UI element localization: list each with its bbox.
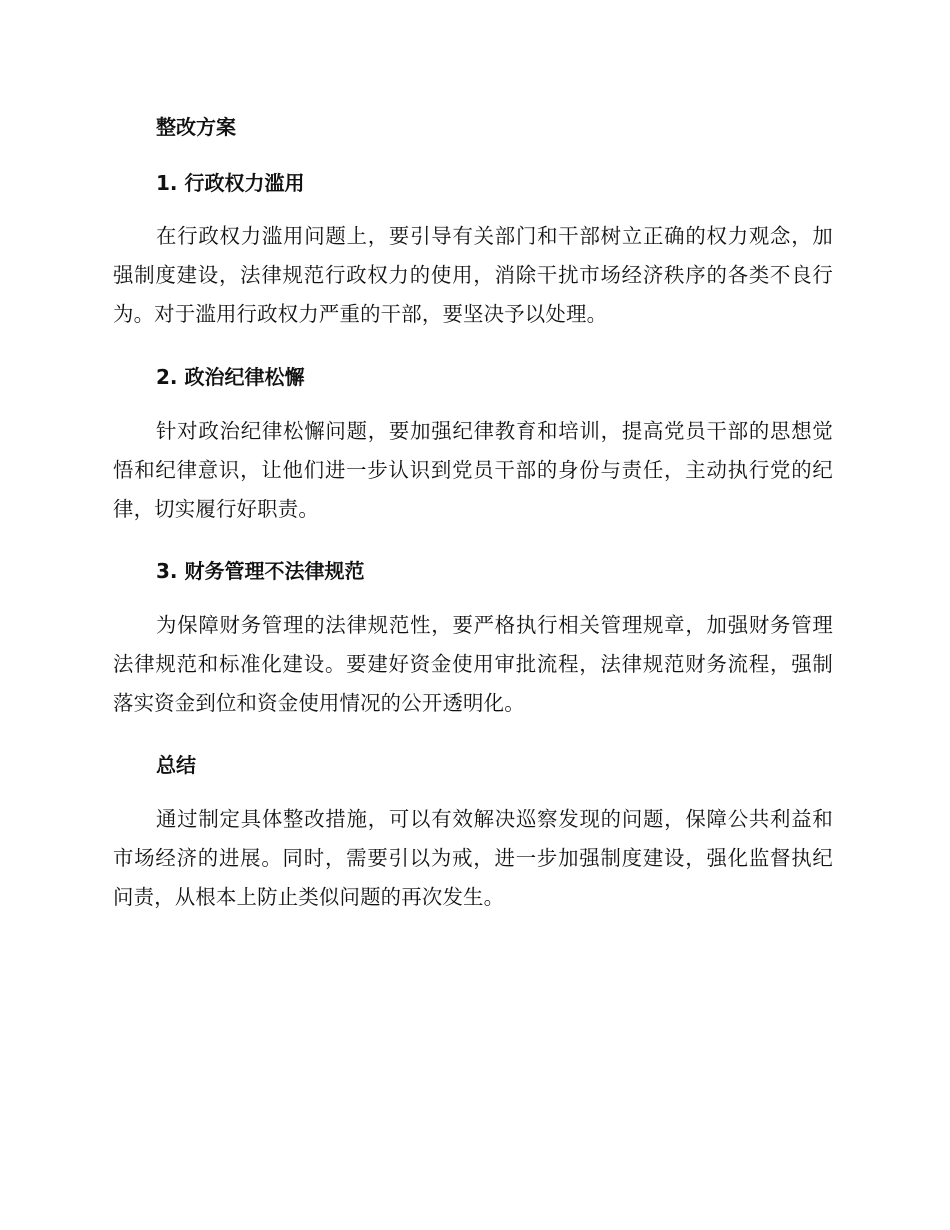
section-heading-1: 1. 行政权力滥用 [156,171,305,195]
summary-paragraph: 通过制定具体整改措施，可以有效解决巡察发现的问题，保障公共利益和市场经济的进展。同时，需要引以为戒，进一步加强制度建设，强化监督执纪问责，从根本上防止类似问题的再次发生。 [113,807,833,909]
section-heading-3: 3. 财务管理不法律规范 [156,559,365,583]
section-paragraph-3: 为保障财务管理的法律规范性，要严格执行相关管理规章，加强财务管理法律规范和标准化建设。要建好资金使用审批流程，法律规范财务流程，强制落实资金到位和资金使用情况的公开透明化。 [113,613,833,715]
section-paragraph-2: 针对政治纪律松懈问题，要加强纪律教育和培训，提高党员干部的思想觉悟和纪律意识，让他们进一步认识到党员干部的身份与责任，主动执行党的纪律，切实履行好职责。 [113,419,833,521]
summary-heading: 总结 [156,753,196,777]
section-paragraph-1: 在行政权力滥用问题上，要引导有关部门和干部树立正确的权力观念，加强制度建设，法律规范行政权力的使用，消除干扰市场经济秩序的各类不良行为。对于滥用行政权力严重的干部，要坚决予以处理。 [113,224,833,326]
section-heading-2: 2. 政治纪律松懈 [156,365,305,389]
document-title: 整改方案 [156,115,236,139]
